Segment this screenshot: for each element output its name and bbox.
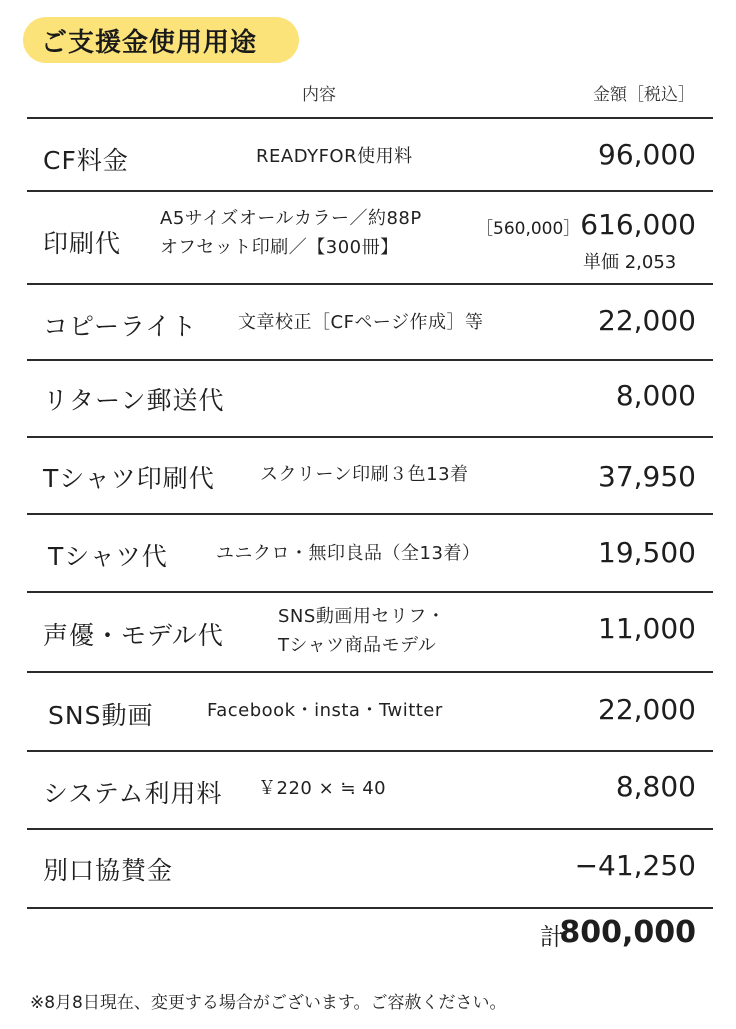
row-description: スクリーン印刷３色13着: [260, 464, 469, 485]
row-description: SNS動画用セリフ・: [278, 606, 446, 627]
divider: [27, 359, 713, 361]
row-label: Tシャツ印刷代: [43, 464, 215, 493]
row-description: READYFOR使用料: [256, 146, 413, 167]
page-title: ご支援金使用用途: [41, 27, 258, 58]
row-amount: 37,950: [598, 460, 696, 493]
total-amount: 800,000: [559, 915, 696, 950]
divider: [27, 283, 713, 285]
row-label: CF料金: [43, 146, 129, 175]
divider: [27, 750, 713, 752]
row-amount: 22,000: [598, 304, 696, 337]
row-description: 文章校正［CFページ作成］等: [238, 312, 484, 333]
row-amount: 11,000: [598, 612, 696, 645]
row-amount: 22,000: [598, 693, 696, 726]
divider: [27, 828, 713, 830]
row-description: A5サイズオールカラー／約88P: [160, 208, 422, 229]
row-label: SNS動画: [48, 701, 154, 730]
row-description-line2: オフセット印刷／【300冊】: [160, 237, 399, 258]
row-amount: 8,800: [615, 770, 696, 803]
row-label: システム利用料: [43, 779, 223, 808]
header-content: 内容: [302, 85, 336, 105]
row-label: Tシャツ代: [48, 542, 168, 571]
row-description: ￥220 × ≒ 40: [258, 778, 387, 799]
row-amount: −41,250: [574, 849, 696, 882]
divider: [27, 591, 713, 593]
row-description: Facebook・insta・Twitter: [207, 700, 443, 721]
unit-price: 単価 2,053: [583, 252, 677, 273]
divider: [27, 436, 713, 438]
divider: [27, 907, 713, 909]
row-amount: 96,000: [598, 138, 696, 171]
row-label: 印刷代: [43, 229, 122, 258]
divider: [27, 117, 713, 119]
row-subtotal: ［560,000］: [476, 219, 581, 239]
row-label: 別口協賛金: [43, 856, 174, 885]
header-amount: 金額［税込］: [593, 85, 695, 105]
row-amount: 8,000: [615, 379, 696, 412]
row-label: 声優・モデル代: [43, 621, 224, 650]
divider: [27, 190, 713, 192]
row-amount: 616,000: [580, 208, 696, 241]
row-description: ユニクロ・無印良品（全13着）: [216, 543, 481, 564]
total-label: 計: [540, 923, 564, 951]
row-description-line2: Tシャツ商品モデル: [278, 635, 437, 656]
footnote: ※8月8日現在、変更する場合がございます。ご容赦ください。: [30, 993, 507, 1013]
title-badge: [23, 17, 299, 63]
row-label: コピーライト: [43, 312, 198, 341]
row-amount: 19,500: [598, 536, 696, 569]
divider: [27, 513, 713, 515]
row-label: リターン郵送代: [43, 386, 225, 415]
divider: [27, 671, 713, 673]
